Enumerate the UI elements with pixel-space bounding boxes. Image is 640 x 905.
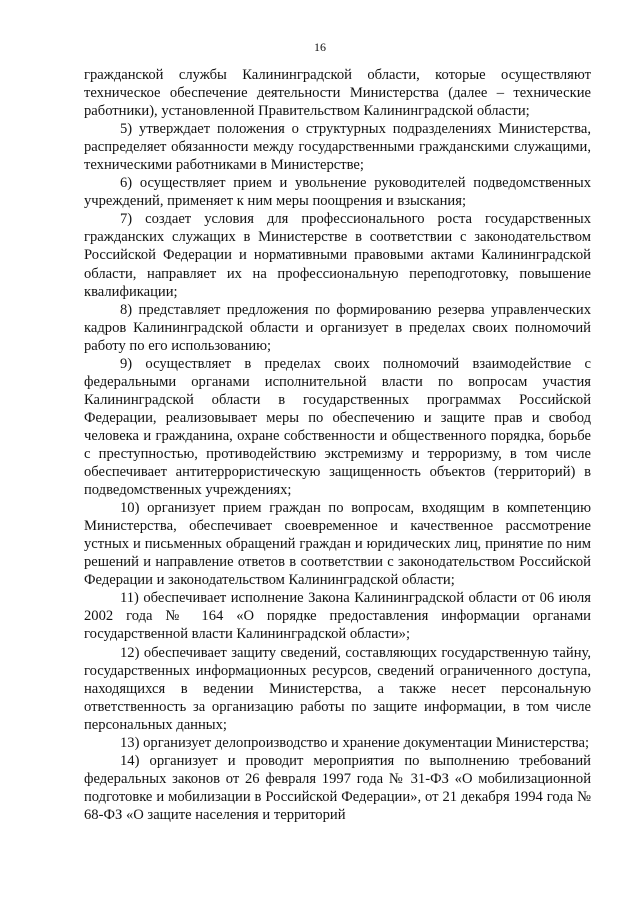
paragraph-item-12: 12) обеспечивает защиту сведений, составляющих государственную тайну, государственных информационных ресурсов, сведений ограниченного доступа, находящихся в ведении Министерства, а также несет персональную ответственность за организацию работы по защите информации, в том числе персональных данных; <box>84 644 591 733</box>
paragraph-item-10: 10) организует прием граждан по вопросам, входящим в компетенцию Министерства, обеспечивает своевременное и качественное рассмотрение устных и письменных обращений граждан и юридических лиц, принятие по ним решений и направление ответов в соответствии с законодательством Российской Федерации и законодательством Калининградской области; <box>84 500 591 589</box>
paragraph-item-7: 7) создает условия для профессионального роста государственных гражданских служащих в Министерстве в соответствии с законодательством Российской Федерации и нормативными правовыми актами Калининградской области, направляет их на профессиональную переподготовку, повышение квалификации; <box>84 211 591 300</box>
page-number: 16 <box>314 40 326 54</box>
paragraph-item-6: 6) осуществляет прием и увольнение руководителей подведомственных учреждений, применяет к ним меры поощрения и взыскания; <box>84 175 591 210</box>
paragraph-item-9: 9) осуществляет в пределах своих полномочий взаимодействие с федеральными органами исполнительной власти по вопросам участия Калининградской области в государственных программах Российской Федерации, реализовывает меры по обеспечению и защите прав и свобод человека и гражданина, охране собственности и общественного порядка, борьбе с преступностью, противодействию экстремизму и терроризму, в том числе обеспечивает антитеррористическую защищенность объектов (территорий) в подведомственных учреждениях; <box>84 355 591 499</box>
paragraph-item-5: 5) утверждает положения о структурных подразделениях Министерства, распределяет обязанности между государственными гражданскими служащими, техническими работниками в Министерстве; <box>84 121 591 174</box>
paragraph-item-8: 8) представляет предложения по формированию резерва управленческих кадров Калининградской области и организует в пределах своих полномочий работу по его использованию; <box>84 301 591 354</box>
paragraph-item-13: 13) организует делопроизводство и хранение документации Министерства; <box>120 734 590 751</box>
document-body <box>84 66 591 824</box>
paragraph-item-11: 11) обеспечивает исполнение Закона Калининградской области от 06 июля 2002 года № 164 «О порядке предоставления информации органами государственной власти Калининградской области»; <box>84 590 591 643</box>
paragraph-continuation: гражданской службы Калининградской области, которые осуществляют техническое обеспечение деятельности Министерства (далее – технические работники), установленной Правительством Калининградской области; <box>84 67 591 120</box>
paragraph-item-14: 14) организует и проводит мероприятия по выполнению требований федеральных законов от 26 февраля 1997 года № 31-ФЗ «О мобилизационной подготовке и мобилизации в Российской Федерации», от 21 декабря 1994 года № 68-ФЗ «О защите населения и территорий <box>84 752 591 823</box>
